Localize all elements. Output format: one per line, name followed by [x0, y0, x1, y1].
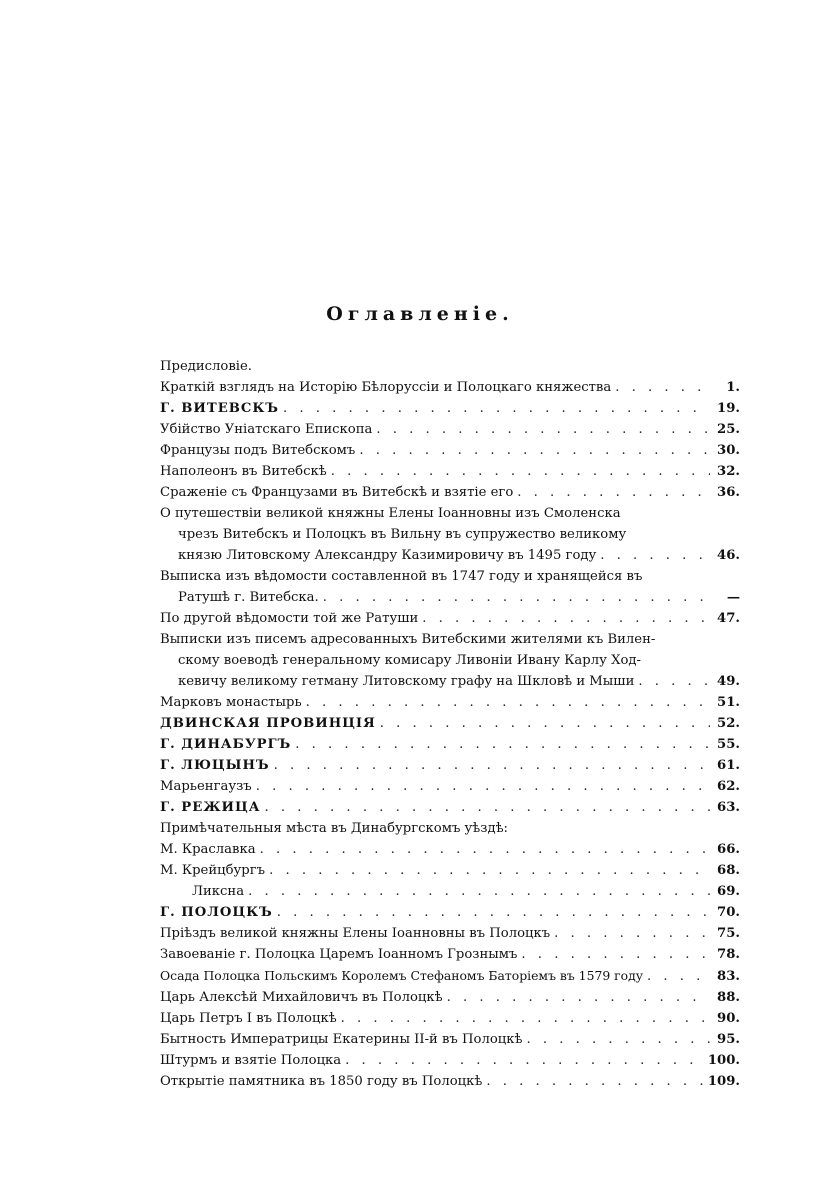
- toc-leader-dots: [521, 944, 710, 965]
- toc-entry-title: Краткій взглядъ на Исторію Бѣлоруссіи и Полоцкаго княжества: [160, 380, 612, 395]
- toc-entry-title: Царь Петръ I въ Полоцкѣ: [160, 1011, 337, 1026]
- toc-entry-page: 32.: [717, 464, 740, 479]
- toc-leader-dots: [359, 440, 710, 461]
- toc-entry-title: Марковъ монастырь: [160, 695, 302, 710]
- toc-entry-page: 66.: [717, 842, 740, 857]
- toc-entry: [160, 692, 740, 713]
- toc-entry-title: Осада Полоцка Польскимъ Королемъ Стефаномъ Баторіемъ въ 1579 году: [160, 968, 644, 983]
- toc-entry-page: 68.: [717, 863, 740, 878]
- toc-entry: [160, 440, 740, 461]
- toc-entry: [160, 377, 740, 398]
- toc-leader-dots: [283, 398, 710, 419]
- toc-entry: [160, 608, 740, 629]
- toc-entry-title: Ликсна: [192, 884, 245, 899]
- toc-entry-title: Г. ЛЮЦЫНЪ: [160, 758, 270, 773]
- toc-entry-line: кевичу великому гетману Литовскому графу на Шкловѣ и Мыши: [178, 674, 635, 689]
- toc-entry-line: Ратушѣ г. Витебска.: [178, 590, 319, 605]
- toc-entry-page: 47.: [717, 611, 740, 626]
- toc-leader-dots: [517, 482, 710, 503]
- toc-entry-title: М. Крейцбургъ: [160, 863, 266, 878]
- toc-entry-title: Предисловіе.: [160, 359, 252, 374]
- toc-leader-dots: [447, 987, 710, 1008]
- toc-entry-page: 70.: [717, 905, 740, 920]
- toc-entry-title: Сраженіе съ Французами въ Витебскѣ и взятіе его: [160, 485, 514, 500]
- toc-entry: [160, 482, 740, 503]
- toc-entry-page: 83.: [717, 969, 740, 984]
- toc-entry: [160, 1029, 740, 1050]
- toc-entry-page: 30.: [717, 443, 740, 458]
- toc-entry: [160, 398, 740, 419]
- toc-entry: [160, 1050, 740, 1071]
- toc-entry-title: Царь Алексѣй Михайловичъ въ Полоцкѣ: [160, 990, 443, 1005]
- toc-entry: [160, 881, 740, 902]
- toc-leader-dots: [341, 1008, 710, 1029]
- toc-entry-page: 49.: [717, 674, 740, 689]
- toc-entry-page: 46.: [717, 548, 740, 563]
- toc-leader-dots: [647, 966, 710, 987]
- toc-leader-dots: [554, 923, 710, 944]
- toc-entry: [160, 1008, 740, 1029]
- toc-entry: [160, 797, 740, 818]
- toc-entry-line: чрезъ Витебскъ и Полоцкъ въ Вильну въ супружество великому: [178, 527, 627, 542]
- toc-entry: [160, 923, 740, 944]
- toc-entry: [160, 461, 740, 482]
- toc-leader-dots: [331, 461, 710, 482]
- toc-entry-page: 25.: [717, 422, 740, 437]
- toc-entry: [160, 356, 740, 377]
- toc-entry-line: князю Литовскому Александру Казимировичу въ 1495 году: [178, 548, 597, 563]
- table-of-contents: [160, 356, 740, 1092]
- toc-entry: [160, 987, 740, 1008]
- toc-entry: [160, 419, 740, 440]
- toc-entry: [160, 566, 740, 608]
- toc-leader-dots: [269, 860, 710, 881]
- toc-entry: [160, 503, 740, 566]
- toc-entry-title: По другой вѣдомости той же Ратуши: [160, 611, 419, 626]
- toc-leader-dots: [600, 545, 710, 566]
- toc-entry-page: 19.: [717, 401, 740, 416]
- toc-entry-page: 78.: [717, 947, 740, 962]
- toc-leader-dots: [256, 776, 710, 797]
- toc-leader-dots: [277, 902, 710, 923]
- toc-leader-dots: [323, 587, 710, 608]
- toc-leader-dots: [422, 608, 710, 629]
- toc-leader-dots: [265, 797, 710, 818]
- toc-entry-title: Французы подъ Витебскомъ: [160, 443, 356, 458]
- toc-entry-page: 88.: [717, 990, 740, 1005]
- toc-entry-page: 75.: [717, 926, 740, 941]
- toc-leader-dots: [486, 1071, 704, 1092]
- toc-entry-page: 100.: [707, 1053, 740, 1068]
- toc-entry-page: 95.: [717, 1032, 740, 1047]
- toc-entry-title: Г. РЕЖИЦА: [160, 800, 261, 815]
- toc-entry-title: Убійство Уніатскаго Епископа: [160, 422, 373, 437]
- toc-entry-title: Бытность Императрицы Екатерины II-й въ Полоцкѣ: [160, 1032, 523, 1047]
- toc-entry-line: Выписка изъ вѣдомости составленной въ 1747 году и хранящейся въ: [160, 569, 643, 584]
- toc-entry-page: 90.: [717, 1011, 740, 1026]
- toc-entry: [160, 1071, 740, 1092]
- toc-entry-page: 109.: [707, 1074, 740, 1089]
- toc-leader-dots: [638, 671, 710, 692]
- toc-entry: [160, 734, 740, 755]
- toc-entry-title: ДВИНСКАЯ ПРОВИНЦІЯ: [160, 716, 376, 731]
- toc-leader-dots: [615, 377, 710, 398]
- toc-entry-page: 61.: [717, 758, 740, 773]
- toc-entry: [160, 902, 740, 923]
- toc-entry-title: Штурмъ и взятіе Полоцка: [160, 1053, 342, 1068]
- toc-entry-page: 55.: [717, 737, 740, 752]
- toc-entry-page: 69.: [717, 884, 740, 899]
- toc-entry: [160, 860, 740, 881]
- toc-entry-title: Пріѣздъ великой княжны Елены Іоанновны въ Полоцкъ: [160, 926, 551, 941]
- toc-leader-dots: [274, 755, 710, 776]
- page-title: Оглавленіе.: [326, 303, 514, 325]
- toc-entry-page: 1.: [726, 380, 740, 395]
- toc-entry-page: —: [726, 590, 740, 605]
- toc-leader-dots: [376, 419, 710, 440]
- toc-leader-dots: [248, 881, 710, 902]
- toc-leader-dots: [380, 713, 710, 734]
- toc-leader-dots: [526, 1029, 710, 1050]
- toc-leader-dots: [306, 692, 710, 713]
- toc-entry-page: 36.: [717, 485, 740, 500]
- toc-entry-title: М. Краславка: [160, 842, 256, 857]
- toc-entry-title: Г. ПОЛОЦКЪ: [160, 905, 273, 920]
- toc-entry-title: Г. ВИТЕВСКЪ: [160, 401, 280, 416]
- toc-entry: [160, 839, 740, 860]
- toc-entry-page: 51.: [717, 695, 740, 710]
- toc-leader-dots: [295, 734, 710, 755]
- toc-entry-line: О путешествіи великой княжны Елены Іоанновны изъ Смоленска: [160, 506, 621, 521]
- toc-entry: [160, 629, 740, 692]
- toc-entry: [160, 944, 740, 965]
- toc-entry-title: Г. ДИНАБУРГЪ: [160, 737, 292, 752]
- toc-entry-page: 63.: [717, 800, 740, 815]
- toc-entry-title: Открытіе памятника въ 1850 году въ Полоцкѣ: [160, 1074, 483, 1089]
- toc-entry-title: Марьенгаузъ: [160, 779, 252, 794]
- toc-entry: [160, 713, 740, 734]
- toc-leader-dots: [260, 839, 710, 860]
- toc-entry: [160, 755, 740, 776]
- toc-entry: [160, 965, 740, 987]
- toc-entry-page: 52.: [717, 716, 740, 731]
- toc-entry-line: Выписки изъ писемъ адресованныхъ Витебскими жителями къ Вилен-: [160, 632, 656, 647]
- toc-entry-line: скому воеводѣ генеральному комисару Ливоніи Ивану Карлу Ход-: [178, 653, 641, 668]
- toc-entry: [160, 776, 740, 797]
- toc-entry-page: 62.: [717, 779, 740, 794]
- toc-leader-dots: [345, 1050, 704, 1071]
- toc-entry-title: Завоеваніе г. Полоцка Царемъ Іоанномъ Грознымъ: [160, 947, 518, 962]
- toc-entry: [160, 818, 740, 839]
- toc-entry-title: Наполеонъ въ Витебскѣ: [160, 464, 327, 479]
- toc-entry-title: Примѣчательныя мѣста въ Динабургскомъ уѣздѣ:: [160, 821, 508, 836]
